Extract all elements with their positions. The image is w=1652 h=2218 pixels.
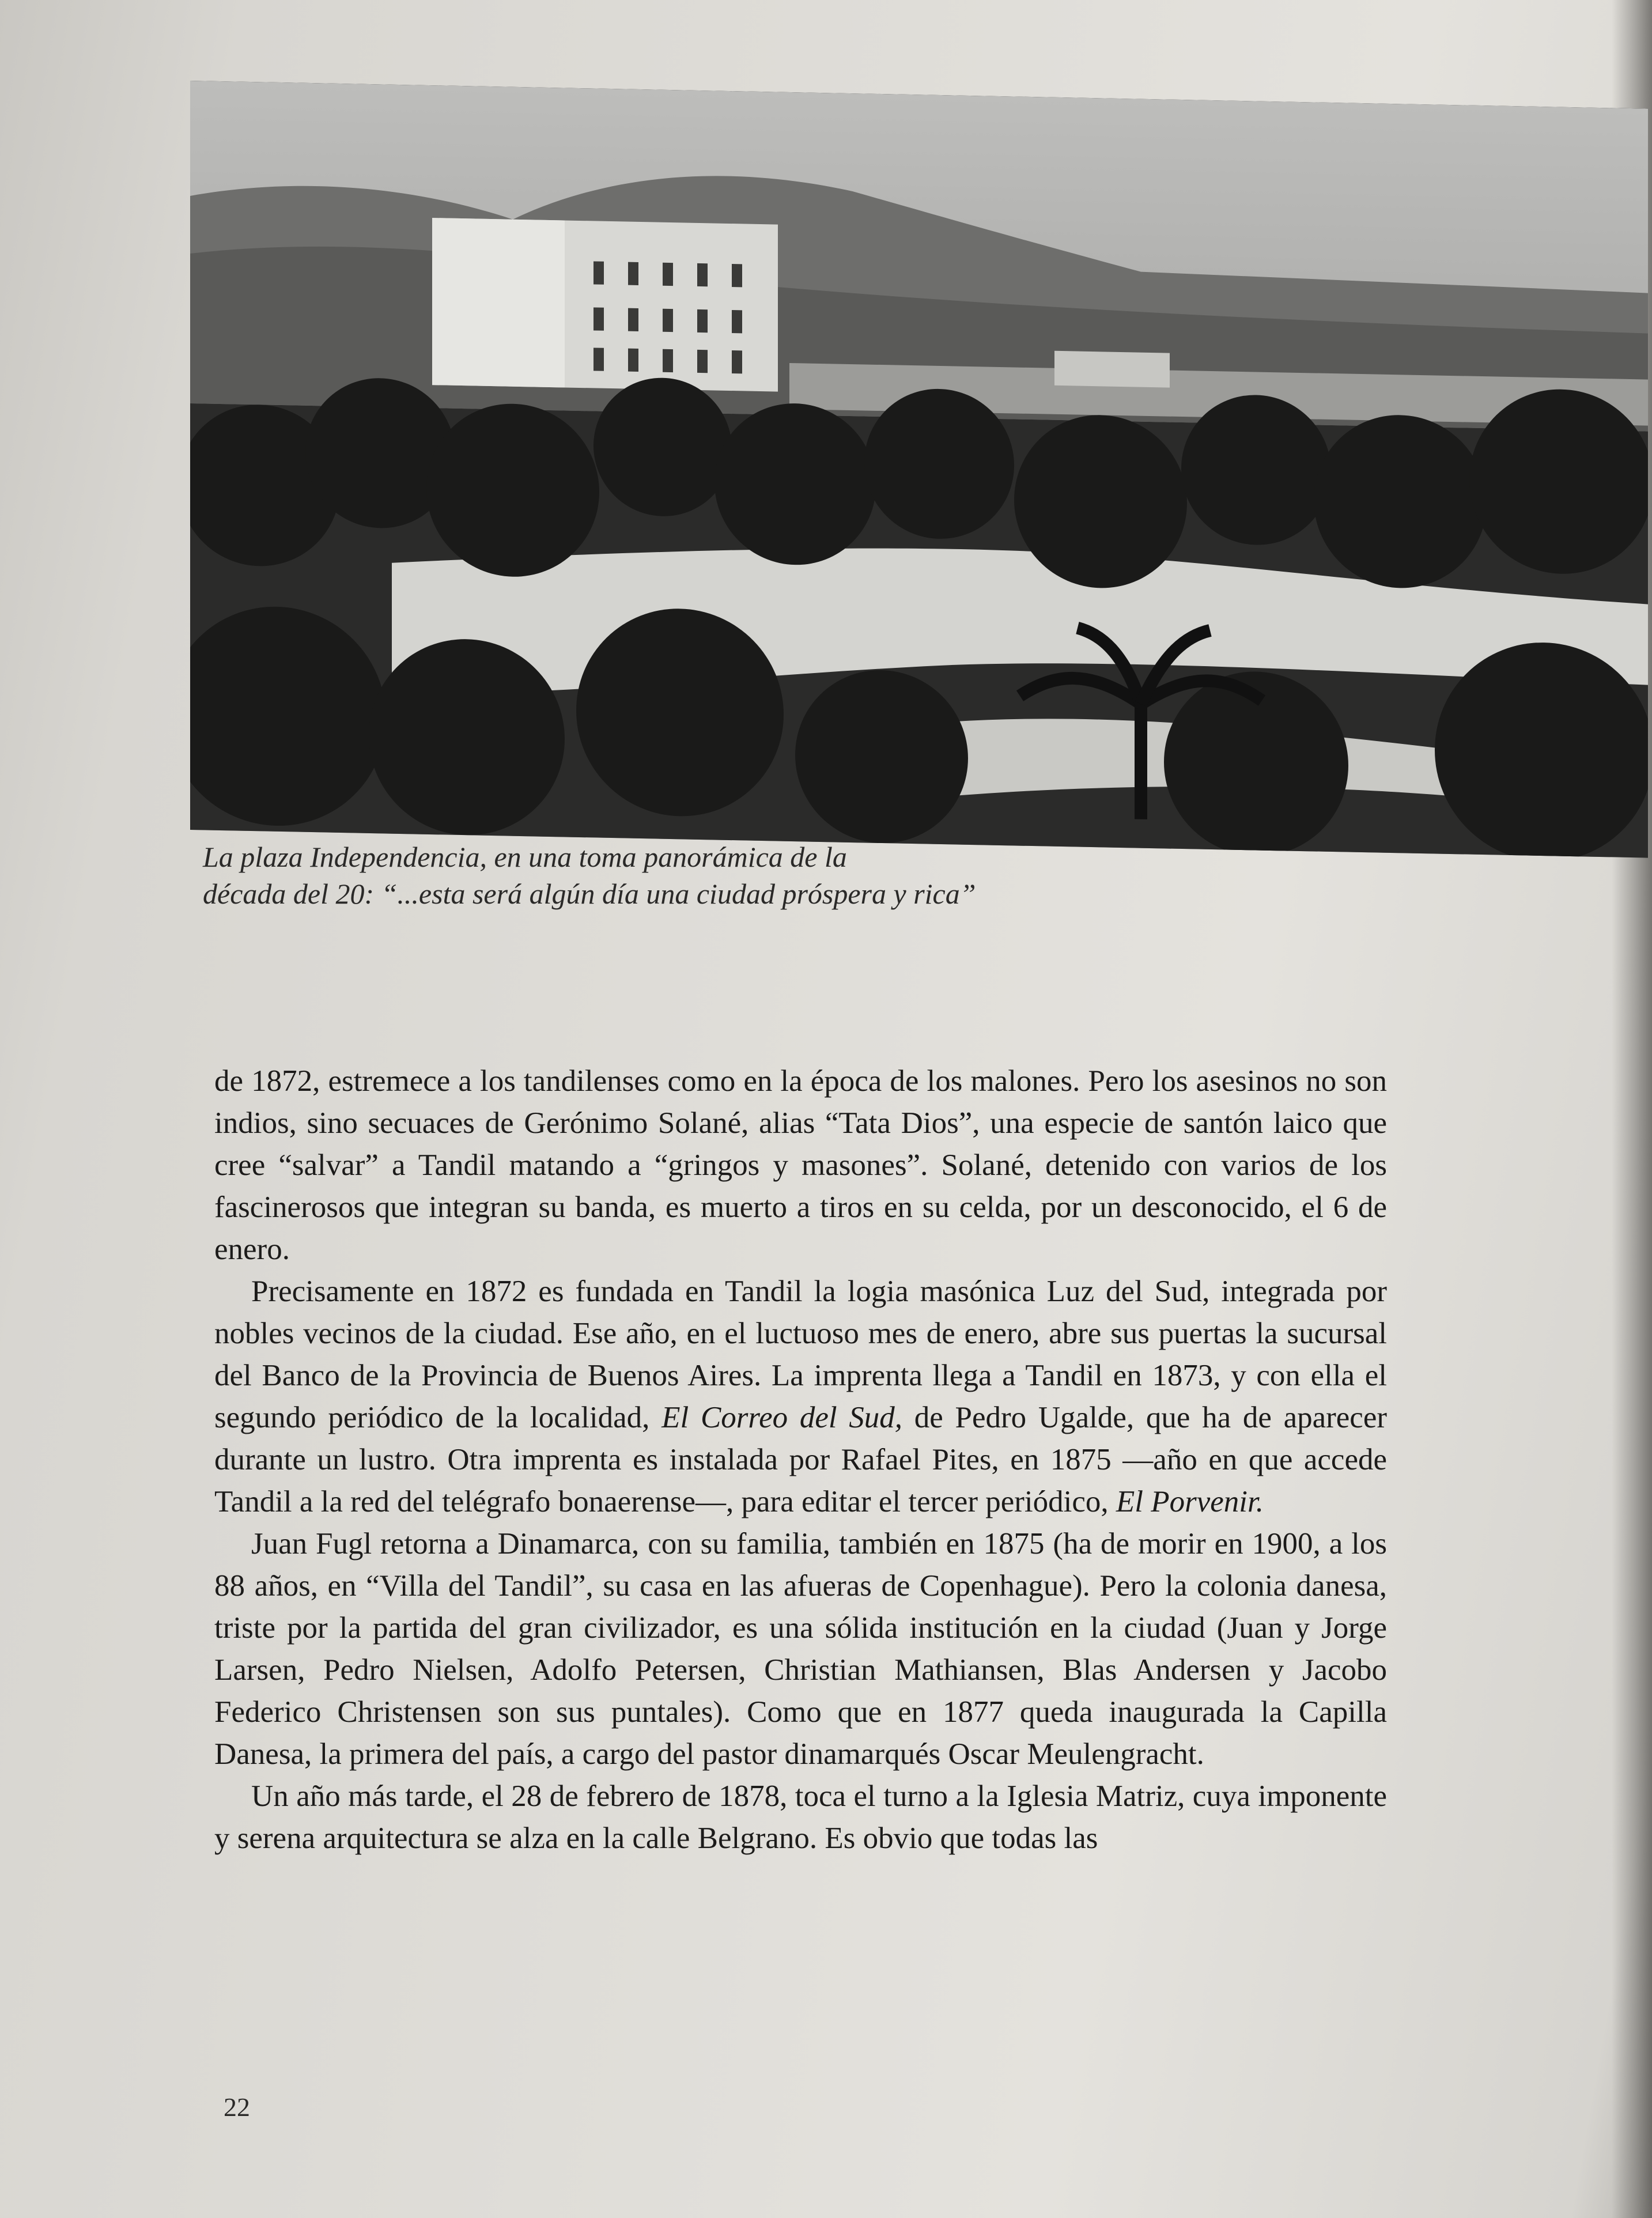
plaza-photo-image [190, 81, 1648, 858]
page-number: 22 [224, 2092, 250, 2122]
newspaper-title-porvenir: El Porvenir. [1116, 1485, 1264, 1518]
paragraph-4: Un año más tarde, el 28 de febrero de 1878, toca el turno a la Iglesia Matriz, cuya imponente y serena arquitectura se alza en la calle Belgrano. Es obvio que todas las [214, 1779, 1387, 1855]
body-text [214, 1060, 1387, 1860]
newspaper-title-correo: El Correo del Sud, [661, 1401, 903, 1434]
caption-line-2: década del 20: “...esta será algún día una ciudad próspera y rica” [203, 878, 976, 910]
plaza-photo [190, 81, 1648, 858]
paragraph-2-part-a: Precisamente en 1872 es fundada en Tandil la logia masónica Luz del Sud, integrada por nobles vecinos de la ciudad. Ese año, en el luctuoso mes de enero, abre sus puertas la sucursal del Banco de la Provincia de Buenos Aires. La imprenta llega a Tandil en 1873, y con ella el segundo periódico de la localidad, [214, 1275, 1387, 1434]
paragraph-1: de 1872, estremece a los tandilenses como en la época de los malones. Pero los asesinos no son indios, sino secuaces de Gerónimo Solané, alias “Tata Dios”, una especie de santón laico que cree “salvar” a Tandil matando a “gringos y masones”. Solané, detenido con varios de los fascinerosos que integran su banda, es muerto a tiros en su celda, por un desconocido, el 6 de enero. [214, 1064, 1387, 1266]
paragraph-3: Juan Fugl retorna a Dinamarca, con su familia, también en 1875 (ha de morir en 1900, a los 88 años, en “Villa del Tandil”, su casa en las afueras de Copenhague). Pero la colonia danesa, triste por la partida del gran civilizador, es una sólida institución en la ciudad (Juan y Jorge Larsen, Pedro Nielsen, Adolfo Petersen, Christian Mathiansen, Blas Andersen y Jacobo Federico Christensen son sus puntales). Como que en 1877 queda inaugurada la Capilla Danesa, la primera del país, a cargo del pastor dinamarqués Oscar Meulengracht. [214, 1527, 1387, 1771]
paragraph-2-part-b: de Pedro Ugalde, que ha de aparecer durante un lustro. Otra imprenta es instalada por Rafael Pites, en 1875 —año en que accede Tandil a la red del telégrafo bonaerense—, para editar el tercer periódico, [214, 1401, 1387, 1518]
photo-caption [203, 838, 1298, 912]
paragraph-2 [214, 1271, 1387, 1523]
caption-line-1: La plaza Independencia, en una toma panorámica de la [203, 841, 847, 873]
